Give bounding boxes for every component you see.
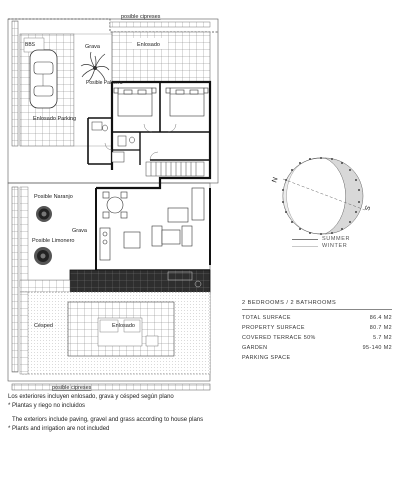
cypress-bottom-label: posible cipreses	[52, 385, 92, 391]
south-label: S	[362, 204, 371, 212]
cypress-top-label: posible cipreses	[121, 14, 161, 20]
note-en-line1: The exteriors include paving, gravel and grass according to house plans	[12, 417, 204, 423]
legend-winter-label: WINTER	[322, 243, 348, 249]
car-icon	[30, 50, 57, 108]
legend-winter-line	[292, 246, 318, 247]
grass-label: Césped	[34, 323, 53, 329]
covered-terrace	[70, 270, 210, 292]
parking-label: Enlosado Parking	[33, 116, 77, 122]
spec-value: 80.7 M2	[369, 325, 392, 331]
lower-garden	[20, 292, 210, 374]
sun-path-diagram	[282, 157, 365, 235]
stairs	[146, 162, 204, 176]
orange-tree-label: Posible Naranjo	[34, 194, 73, 200]
spec-label: TOTAL SURFACE	[242, 315, 291, 321]
spec-row-terrace	[242, 335, 392, 341]
spec-value: 86.4 M2	[369, 315, 392, 321]
spec-value: 5.7 M2	[373, 335, 392, 341]
paved-garden-label: Enlosado	[112, 323, 135, 329]
spec-label: GARDEN	[242, 345, 268, 351]
orange-tree-icon	[36, 206, 52, 222]
gravel-top-label: Grava	[85, 44, 100, 50]
note-es-line2: * Plantas y riego no incluidos	[8, 403, 86, 409]
spec-row-parking	[242, 355, 392, 361]
spec-row-property	[242, 325, 392, 331]
cypress-hedge-top	[110, 22, 210, 27]
lemon-tree-label: Posible Limonero	[32, 238, 75, 244]
legend-summer-line	[292, 239, 318, 240]
note-en-line2: * Plants and irrigation are not included	[8, 426, 110, 432]
svg-text:BBS: BBS	[25, 42, 36, 48]
living-dining	[100, 188, 204, 260]
note-es-line1: Los exteriores incluyen enlosado, grava y césped según plano	[8, 394, 174, 400]
spec-value: 95-140 M2	[362, 345, 392, 351]
specs-heading: 2 BEDROOMS / 2 BATHROOMS	[242, 300, 337, 306]
paved-top	[112, 32, 210, 82]
parking-area	[20, 34, 77, 146]
lemon-tree-icon	[34, 247, 52, 265]
bedroom-1	[114, 88, 156, 116]
spec-label: PROPERTY SURFACE	[242, 325, 305, 331]
spec-row-total	[242, 315, 392, 321]
spec-label: COVERED TERRACE 50%	[242, 335, 316, 341]
specs-divider	[242, 309, 392, 310]
legend-summer-label: SUMMER	[322, 236, 351, 242]
spec-label: PARKING SPACE	[242, 355, 291, 361]
north-label: N	[271, 176, 280, 184]
spec-row-garden	[242, 345, 392, 351]
gravel-garden-label: Grava	[72, 228, 87, 234]
paved-top-label: Enlosado	[137, 42, 160, 48]
palm-label: Posible Palmera	[86, 80, 123, 86]
bedroom-2	[166, 88, 208, 116]
